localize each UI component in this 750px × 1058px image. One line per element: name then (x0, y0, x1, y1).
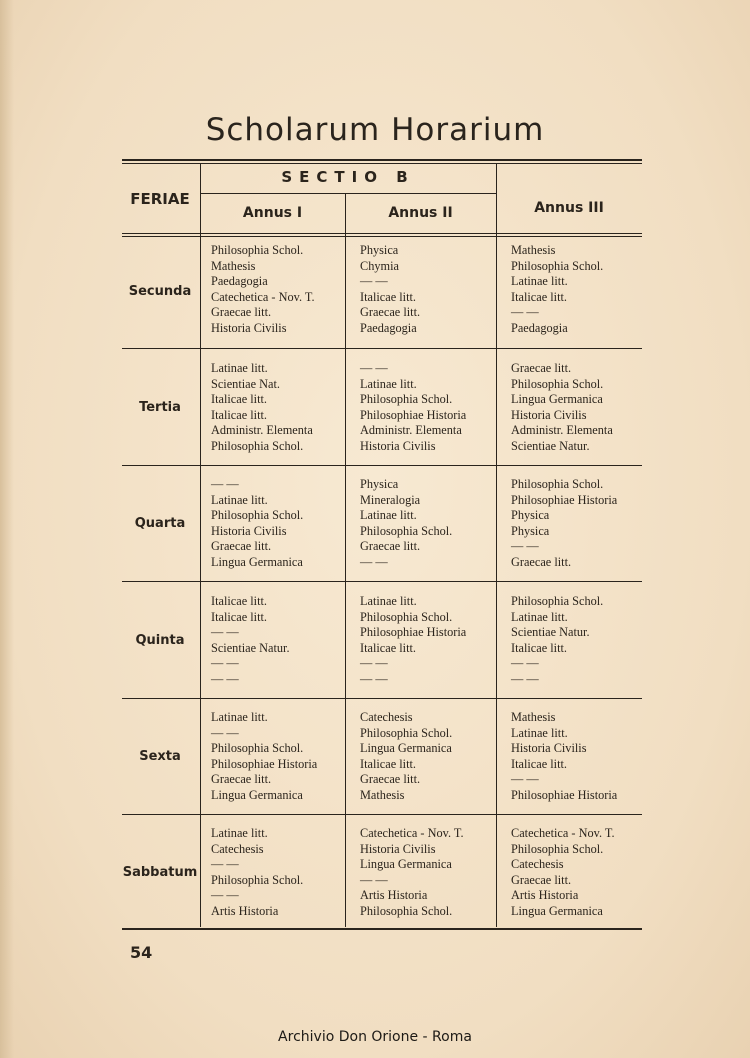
subject: Italicae litt. (211, 407, 267, 422)
subject: Philosophia Schol. (360, 392, 453, 407)
subject: Historia Civilis (211, 523, 287, 538)
subject: Latinae litt. (511, 609, 568, 624)
subject: Philosophia Schol. (511, 594, 604, 608)
subject: Physica (511, 523, 550, 538)
subject: Philosophia Schol. (511, 841, 604, 856)
subject: Italicae litt. (211, 609, 267, 624)
sectio-header: SECTIO B (281, 168, 415, 186)
subject: — — (211, 477, 239, 491)
subject: Lingua Germanica (211, 787, 303, 802)
subject: — — (211, 725, 239, 740)
day-label-quinta: Quinta (135, 633, 185, 648)
subject: Lingua Germanica (511, 903, 603, 918)
subject: Latinae litt. (511, 725, 568, 740)
cell-quinta-annus-3 (511, 594, 603, 688)
cell-quinta-annus-1 (211, 594, 290, 688)
cell-quarta-annus-2 (360, 477, 452, 571)
subject: Catechesis (360, 710, 413, 724)
sectio-underline (200, 193, 496, 194)
cell-secunda-annus-1 (211, 243, 315, 337)
subject: Latinae litt. (360, 508, 417, 523)
archive-footer: Archivio Don Orione - Roma (278, 1029, 472, 1045)
subject: Graecae litt. (211, 539, 272, 554)
table-divider-1 (200, 163, 201, 927)
subject: Italicae litt. (211, 594, 267, 608)
subject: Administr. Elementa (511, 423, 613, 438)
subject: — — (360, 554, 388, 569)
subject: Historia Civilis (511, 741, 587, 756)
subject: Latinae litt. (211, 710, 268, 724)
table-top-rule (122, 159, 642, 161)
subject: Paedagogia (211, 274, 268, 289)
subject: — — (511, 772, 539, 787)
subject: Graecae litt. (360, 772, 421, 787)
cell-secunda-annus-3 (511, 243, 603, 337)
day-label-sabbatum: Sabbatum (122, 865, 198, 880)
subject: Philosophiae Historia (511, 492, 618, 507)
subject: Paedagogia (360, 320, 417, 335)
cell-sabbatum-annus-1 (211, 826, 303, 920)
cell-quarta-annus-3 (511, 477, 617, 571)
subject: Italicae litt. (360, 640, 416, 655)
subject: — — (211, 857, 239, 872)
subject: Graecae litt. (511, 361, 572, 375)
feriae-header: FERIAE (130, 190, 190, 208)
subject: Administr. Elementa (211, 423, 313, 438)
subject: Lingua Germanica (511, 392, 603, 407)
table-divider-3 (496, 163, 497, 927)
subject: — — (511, 305, 539, 320)
subject: Philosophia Schol. (360, 903, 453, 918)
subject: — — (511, 539, 539, 554)
subject: Physica (360, 243, 399, 257)
subject: Philosophia Schol. (360, 523, 453, 538)
subject: — — (360, 274, 388, 289)
subject: Scientiae Natur. (511, 625, 590, 640)
row-rule (122, 465, 642, 466)
cell-sexta-annus-3 (511, 710, 617, 804)
subject: Philosophia Schol. (511, 376, 604, 391)
subject: Historia Civilis (360, 841, 436, 856)
cell-quarta-annus-1 (211, 477, 303, 571)
subject: Mathesis (211, 258, 256, 273)
subject: Italicae litt. (360, 756, 416, 771)
subject: Italicae litt. (360, 289, 416, 304)
subject: Graecae litt. (360, 539, 421, 554)
subject: Catechetica - Nov. T. (511, 826, 615, 840)
subject: Philosophia Schol. (360, 609, 453, 624)
subject: Catechesis (211, 841, 264, 856)
subject: Philosophia Schol. (211, 741, 304, 756)
subject: Scientiae Natur. (211, 640, 290, 655)
subject: Scientiae Nat. (211, 376, 280, 391)
subject: Philosophia Schol. (211, 243, 304, 257)
row-rule (122, 581, 642, 582)
subject: — — (511, 656, 539, 671)
subject: Physica (511, 508, 550, 523)
day-label-tertia: Tertia (139, 400, 181, 415)
subject: Lingua Germanica (360, 857, 452, 872)
subject: Historia Civilis (360, 438, 436, 453)
subject: — — (360, 671, 388, 686)
page-edge-shadow (0, 0, 14, 1058)
annus-2-header: Annus II (388, 205, 453, 221)
table-divider-2 (345, 194, 346, 927)
subject: Catechesis (511, 857, 564, 872)
subject: — — (211, 625, 239, 640)
subject: Italicae litt. (511, 289, 567, 304)
subject: — — (511, 671, 539, 686)
subject: Historia Civilis (211, 320, 287, 335)
cell-tertia-annus-2 (360, 361, 466, 455)
subject: Mathesis (511, 710, 556, 724)
subject: Philosophia Schol. (211, 438, 304, 453)
subject: Mathesis (511, 243, 556, 257)
subject: Catechetica - Nov. T. (360, 826, 464, 840)
subject: — — (360, 361, 388, 375)
cell-sabbatum-annus-3 (511, 826, 615, 920)
subject: Latinae litt. (360, 594, 417, 608)
row-rule (122, 348, 642, 349)
row-rule (122, 698, 642, 699)
subject: Artis Historia (360, 888, 428, 903)
subject: Physica (360, 477, 399, 491)
subject: Artis Historia (211, 903, 279, 918)
subject: Philosophiae Historia (360, 407, 467, 422)
cell-sexta-annus-1 (211, 710, 317, 804)
subject: Latinae litt. (211, 361, 268, 375)
annus-3-header: Annus III (534, 200, 604, 216)
cell-secunda-annus-2 (360, 243, 420, 337)
row-rule (122, 814, 642, 815)
cell-sabbatum-annus-2 (360, 826, 464, 920)
subject: Philosophiae Historia (511, 787, 618, 802)
subject: Graecae litt. (211, 305, 272, 320)
subject: Latinae litt. (211, 826, 268, 840)
subject: Historia Civilis (511, 407, 587, 422)
annus-1-header: Annus I (242, 205, 303, 221)
subject: Paedagogia (511, 320, 568, 335)
subject: Philosophia Schol. (211, 508, 304, 523)
subject: Philosophia Schol. (511, 477, 604, 491)
subject: — — (360, 656, 388, 671)
subject: Graecae litt. (360, 305, 421, 320)
subject: Italicae litt. (511, 640, 567, 655)
subject: Mathesis (360, 787, 405, 802)
subject: Graecae litt. (511, 872, 572, 887)
subject: Lingua Germanica (211, 554, 303, 569)
subject: Philosophiae Historia (360, 625, 467, 640)
page-title: Scholarum Horarium (205, 112, 545, 148)
subject: Scientiae Natur. (511, 438, 590, 453)
subject: Latinae litt. (511, 274, 568, 289)
subject: Latinae litt. (360, 376, 417, 391)
subject: Graecae litt. (511, 554, 572, 569)
subject: Philosophiae Historia (211, 756, 318, 771)
subject: Catechetica - Nov. T. (211, 289, 315, 304)
cell-tertia-annus-1 (211, 361, 313, 455)
cell-tertia-annus-3 (511, 361, 613, 455)
subject: — — (360, 872, 388, 887)
subject: Philosophia Schol. (360, 725, 453, 740)
page-number: 54 (130, 943, 153, 962)
subject: Mineralogia (360, 492, 421, 507)
subject: Italicae litt. (211, 392, 267, 407)
subject: Artis Historia (511, 888, 579, 903)
subject: Philosophia Schol. (511, 258, 604, 273)
subject: — — (211, 671, 239, 686)
subject: Graecae litt. (211, 772, 272, 787)
subject: Italicae litt. (511, 756, 567, 771)
table-bottom-rule (122, 928, 642, 930)
subject: Philosophia Schol. (211, 872, 304, 887)
subject: Chymia (360, 258, 399, 273)
subject: — — (211, 888, 239, 903)
cell-sexta-annus-2 (360, 710, 452, 804)
cell-quinta-annus-2 (360, 594, 466, 688)
subject: Administr. Elementa (360, 423, 462, 438)
day-label-secunda: Secunda (128, 284, 192, 299)
day-label-sexta: Sexta (139, 749, 181, 764)
subject: Latinae litt. (211, 492, 268, 507)
subject: — — (211, 656, 239, 671)
subject: Lingua Germanica (360, 741, 452, 756)
day-label-quarta: Quarta (134, 516, 186, 531)
